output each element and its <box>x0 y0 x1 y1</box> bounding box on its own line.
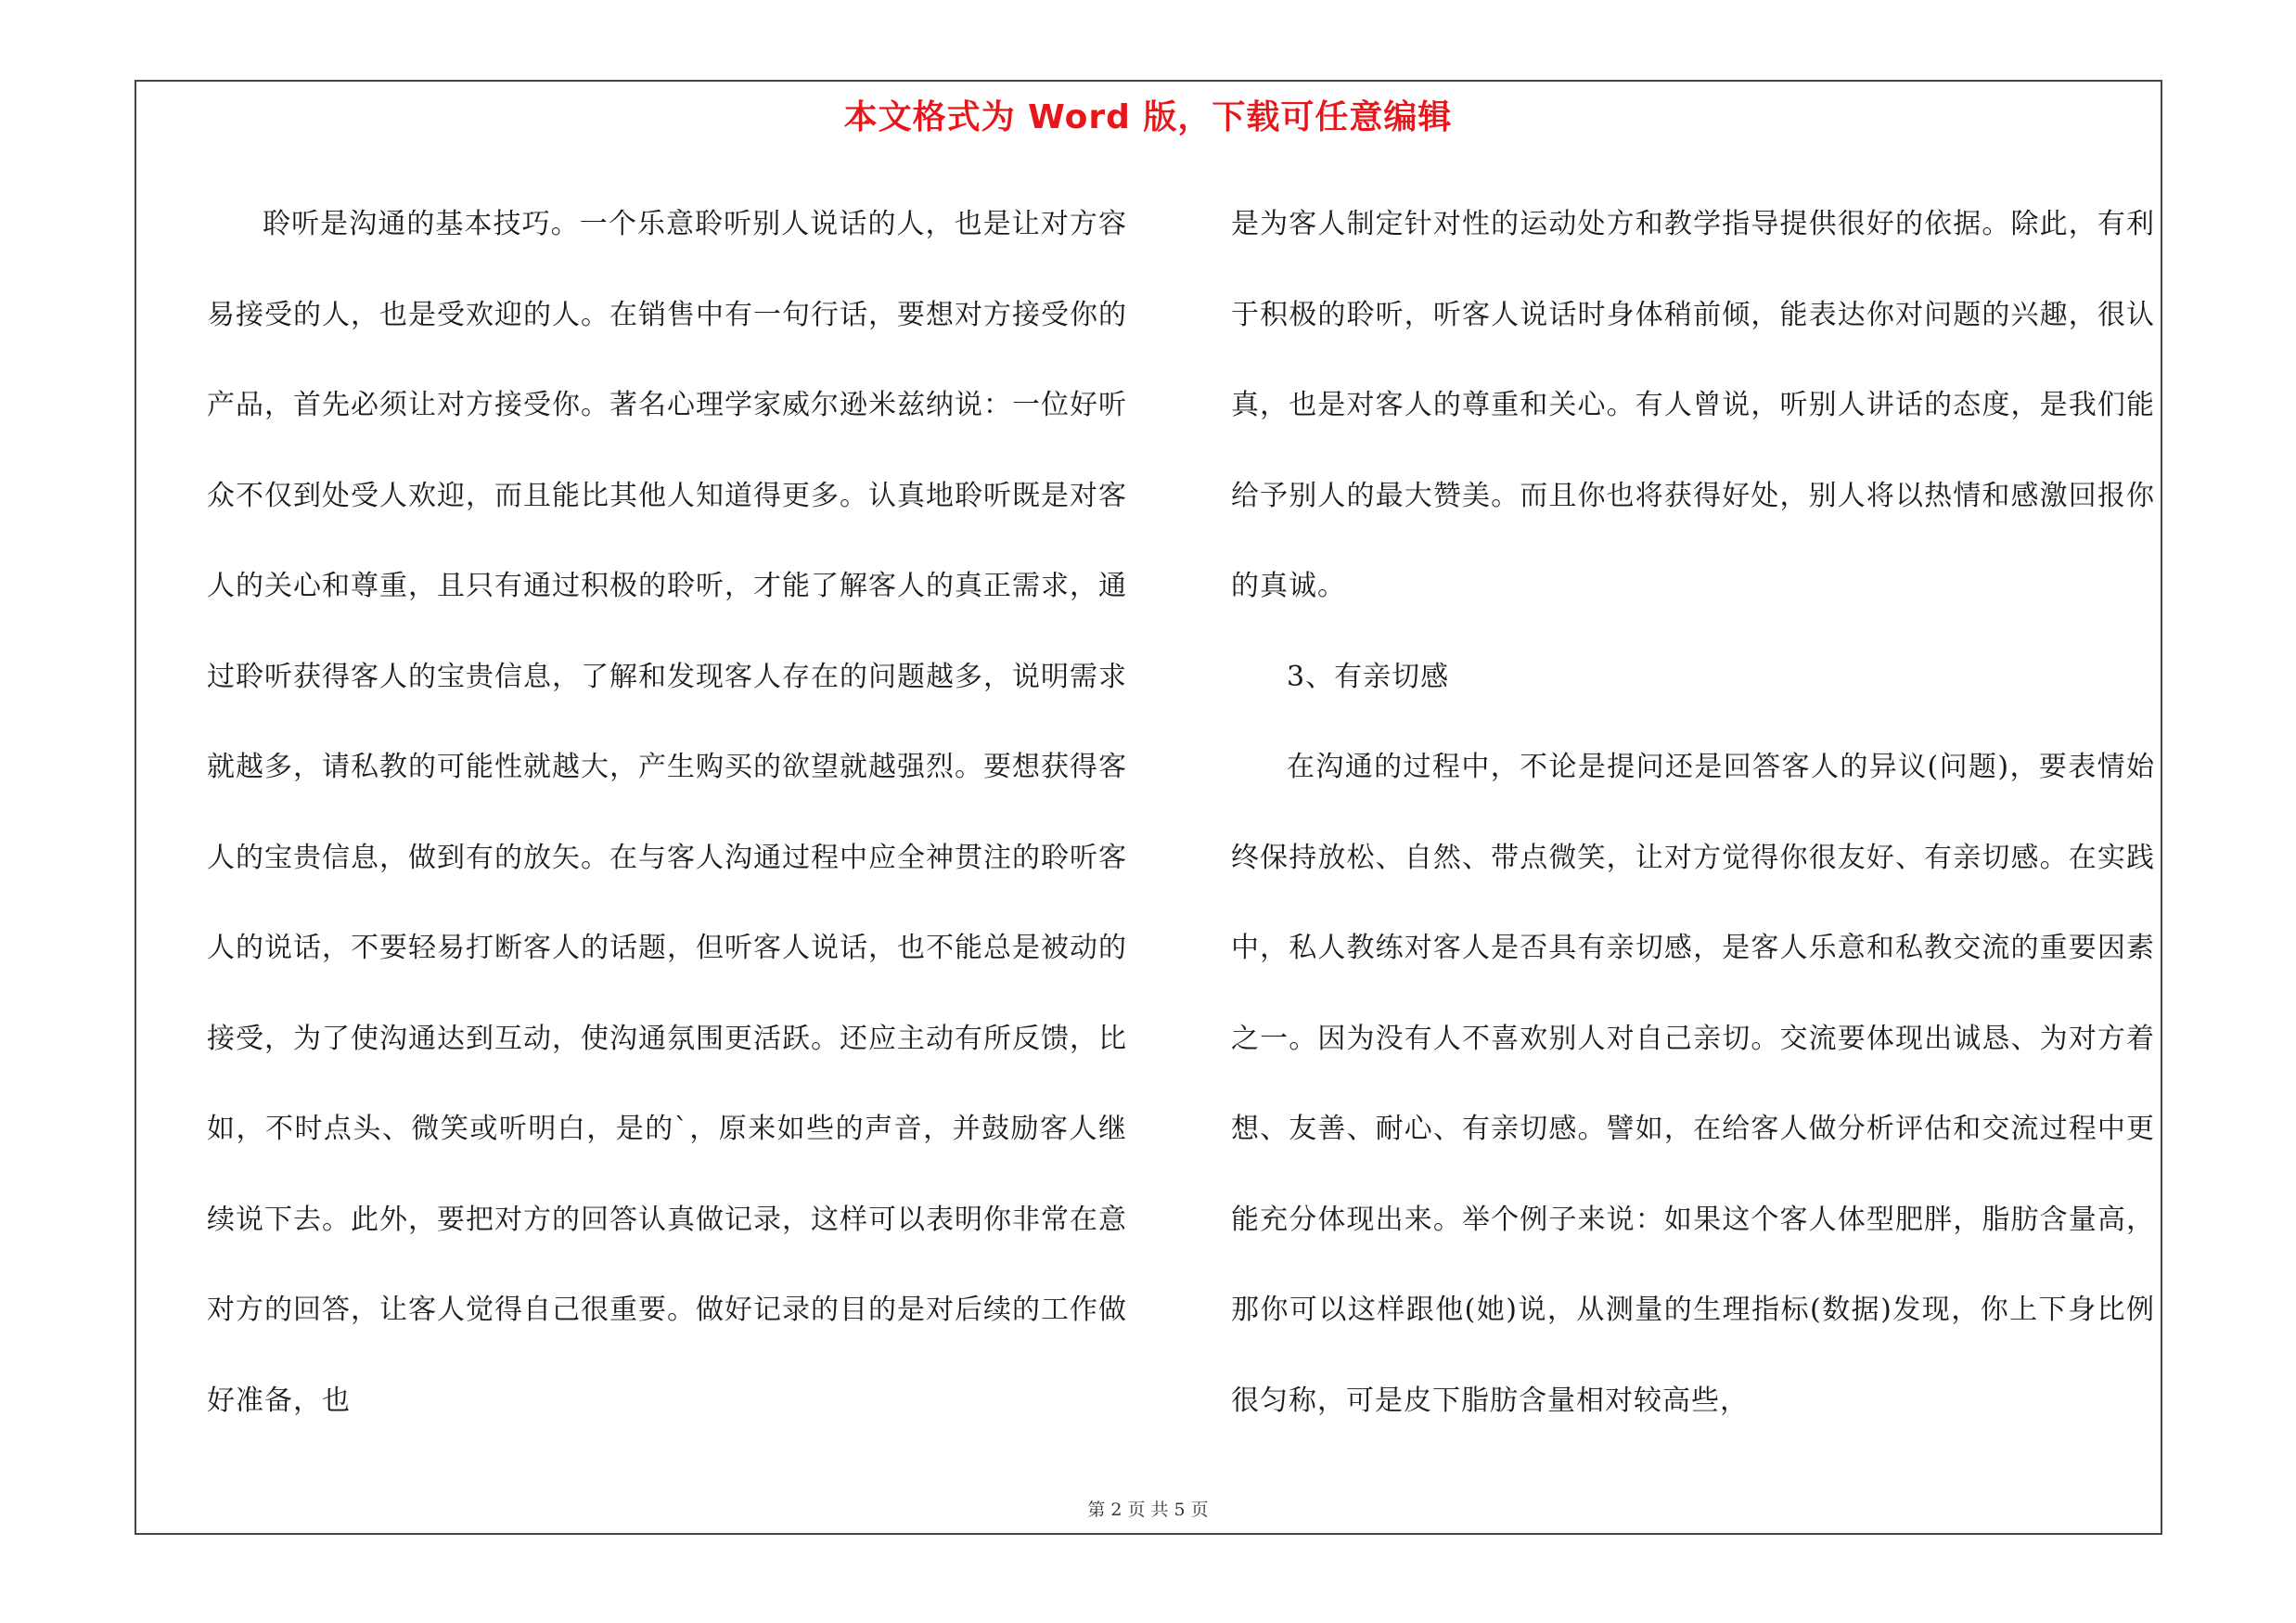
section-heading: 3、有亲切感 <box>1287 660 1450 693</box>
paragraph-friendliness: 在沟通的过程中，不论是提问还是回答客人的异议(问题)，要表情始终保持放松、自然、带点微笑，让对方觉得你很友好、有亲切感。在实践中，私人教练对客人是否具有亲切感，是客人乐意和私教交流的重要因素之一。因为没有人不喜欢别人对自己亲切。交流要体现出诚恳、为对方着想、友善、耐心、有亲切感。譬如，在给客人做分析评估和交流过程中更能充分体现出来。举个例子来说：如果这个客人体型肥胖，脂肪含量高，那你可以这样跟他(她)说，从测量的生理指标(数据)发现，你上下身比例很匀称，可是皮下脂肪含量相对较高些， <box>1231 751 2155 1417</box>
page-number: 第 2 页 共 5 页 <box>1087 1500 1209 1520</box>
paragraph-listening-continued: 是为客人制定针对性的运动处方和教学指导提供很好的依据。除此，有利于积极的聆听，听客人说话时身体稍前倾，能表达你对问题的兴趣，很认真，也是对客人的尊重和关心。有人曾说，听别人讲话的态度，是我们能给予别人的最大赞美。而且你也将获得好处，别人将以热情和感激回报你的真诚。 <box>1231 208 2155 602</box>
left-column <box>207 179 1127 1446</box>
paragraph-listening: 聆听是沟通的基本技巧。一个乐意聆听别人说话的人，也是让对方容易接受的人，也是受欢迎的人。在销售中有一句行话，要想对方接受你的产品，首先必须让对方接受你。著名心理学家威尔逊米兹纳说：一位好听众不仅到处受人欢迎，而且能比其他人知道得更多。认真地聆听既是对客人的关心和尊重，且只有通过积极的聆听，才能了解客人的真正需求，通过聆听获得客人的宝贵信息，了解和发现客人存在的问题越多，说明需求就越多，请私教的可能性就越大，产生购买的欲望就越强烈。要想获得客人的宝贵信息，做到有的放矢。在与客人沟通过程中应全神贯注的聆听客人的说话，不要轻易打断客人的话题，但听客人说话，也不能总是被动的接受，为了使沟通达到互动，使沟通氛围更活跃。还应主动有所反馈，比如，不时点头、微笑或听明白，是的`，原来如些的声音，并鼓励客人继续说下去。此外，要把对方的回答认真做记录，这样可以表明你非常在意对方的回答，让客人觉得自己很重要。做好记录的目的是对后续的工作做好准备，也 <box>207 208 1127 1417</box>
header-banner: 本文格式为 Word 版，下载可任意编辑 <box>843 98 1453 136</box>
right-column <box>1231 179 2155 1446</box>
